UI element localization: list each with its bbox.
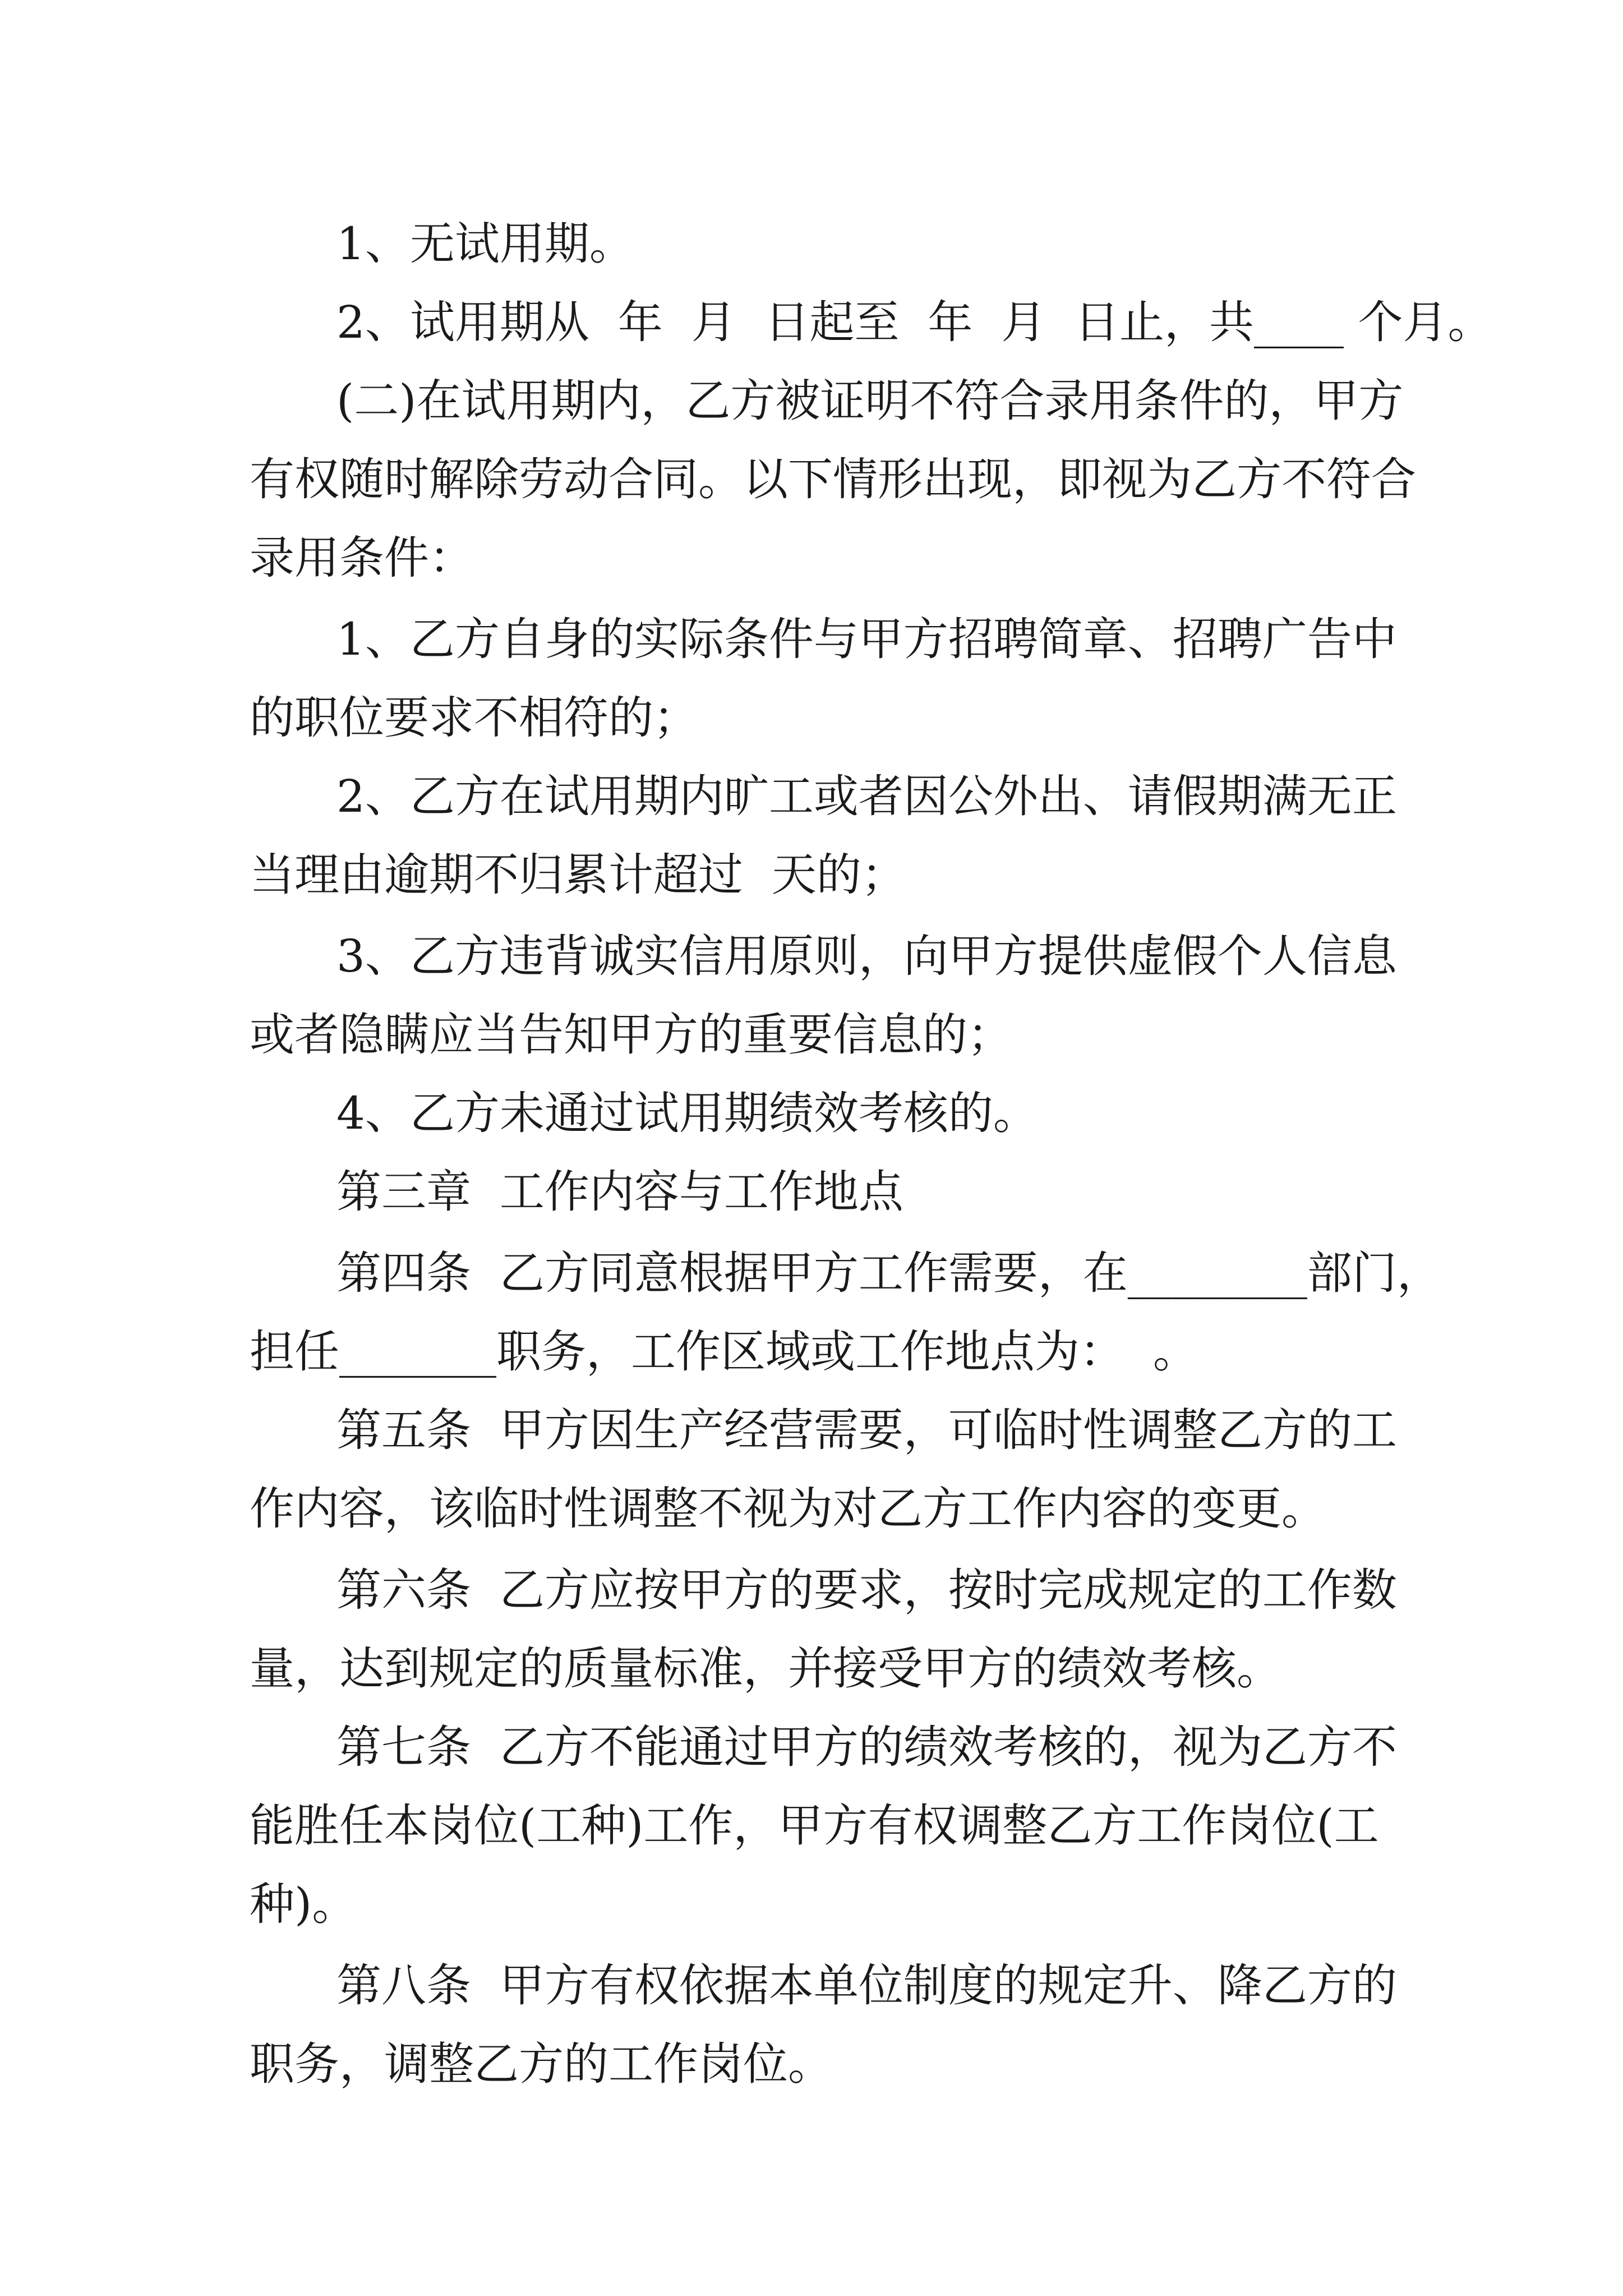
text-line: 录用条件：: [250, 532, 474, 584]
text-line: 种)。: [250, 1878, 357, 1930]
text-line: 第五条 甲方因生产经营需要，可临时性调整乙方的工: [336, 1404, 1397, 1456]
text-line: 4、乙方未通过试用期绩效考核的。: [336, 1087, 1038, 1139]
text-line: (二)在试用期内，乙方被证明不符合录用条件的，甲方: [336, 375, 1404, 427]
text-line: 1、乙方自身的实际条件与甲方招聘简章、招聘广告中: [336, 613, 1397, 665]
text-line: 3、乙方违背诚实信用原则，向甲方提供虚假个人信息: [336, 930, 1397, 982]
text-line: 能胜任本岗位(工种)工作，甲方有权调整乙方工作岗位(工: [250, 1800, 1379, 1852]
text-line: 职务，调整乙方的工作岗位。: [250, 2038, 833, 2090]
text-line: 第六条 乙方应按甲方的要求，按时完成规定的工作数: [336, 1564, 1397, 1616]
section-heading: 第三章 工作内容与工作地点: [336, 1166, 903, 1218]
text-line: 当理由逾期不归累计超过 天的；: [250, 849, 906, 901]
text-line: 量，达到规定的质量标准，并接受甲方的绩效考核。: [250, 1642, 1281, 1695]
text-line: 或者隐瞒应当告知甲方的重要信息的；: [250, 1009, 1012, 1061]
text-line: 第四条 乙方同意根据甲方工作需要，在________部门，: [336, 1247, 1442, 1299]
text-line: 1、无试用期。: [336, 218, 634, 270]
text-line: 2、乙方在试用期内旷工或者因公外出、请假期满无正: [336, 770, 1397, 822]
text-line: 有权随时解除劳动合同。以下情形出现，即视为乙方不符合: [250, 453, 1416, 505]
text-line: 的职位要求不相符的；: [250, 692, 698, 744]
text-line: 第七条 乙方不能通过甲方的绩效考核的，视为乙方不: [336, 1721, 1397, 1773]
text-line: 担任_______职务，工作区域或工作地点为： 。: [250, 1326, 1198, 1378]
text-line: 第八条 甲方有权依据本单位制度的规定升、降乙方的: [336, 1959, 1397, 2012]
text-line: 作内容，该临时性调整不视为对乙方工作内容的变更。: [250, 1483, 1326, 1535]
text-line: 2、试用期从 年 月 日起至 年 月 日止，共____ 个月。: [336, 296, 1493, 348]
